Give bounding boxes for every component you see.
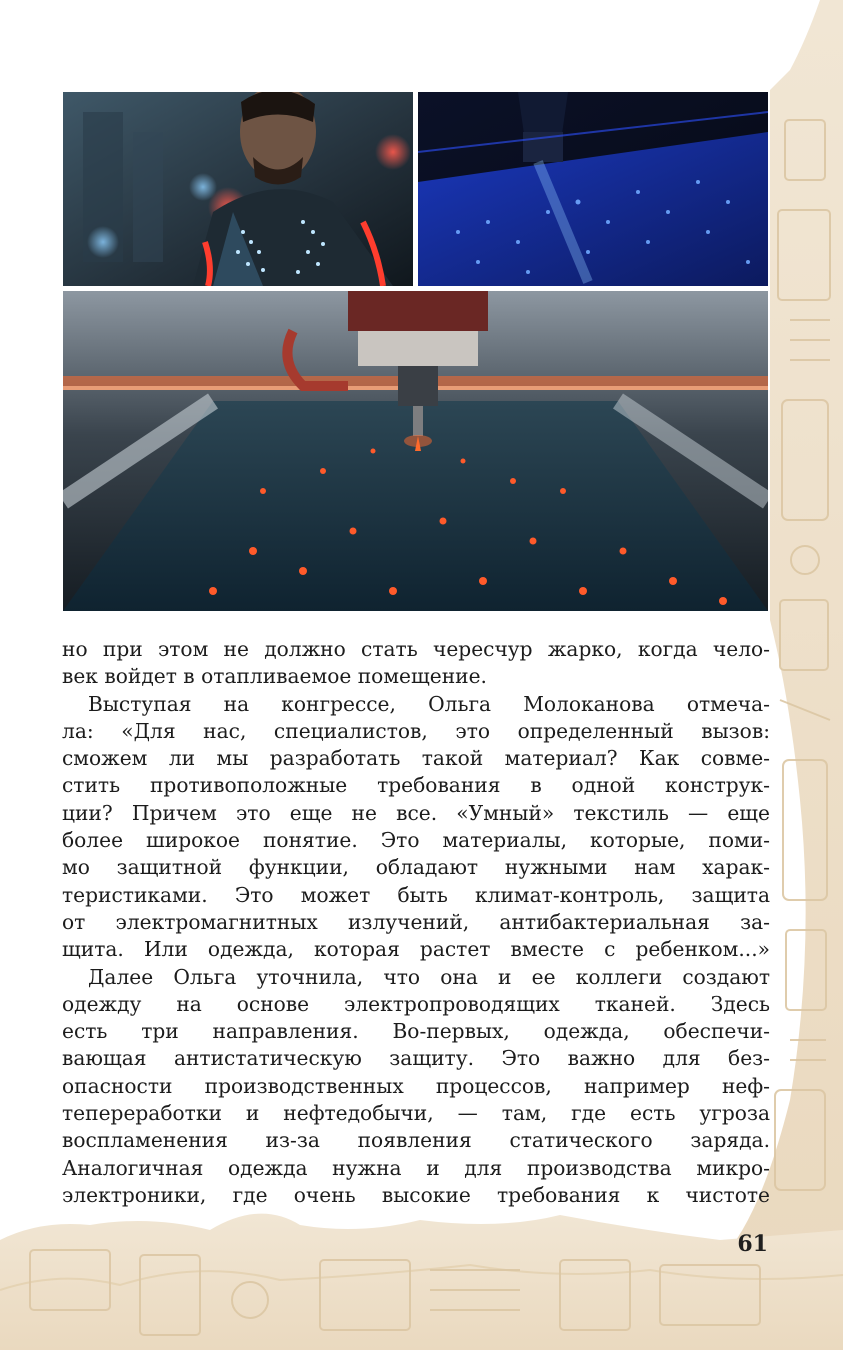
text-line: ла: «Для нас, специалистов, это определенный вызов: — [62, 718, 770, 743]
text-line: сможем ли мы разработать такой материал? Как совме- — [62, 746, 770, 771]
text-line: воспламенения из-за появления статического заряда. — [62, 1128, 770, 1153]
text-line: ции? Причем это еще не все. «Умный» текстиль — еще — [62, 800, 770, 825]
man-in-led-jacket-photo — [63, 92, 413, 286]
text-line: стить противоположные требования в одной конструк- — [62, 773, 770, 798]
article-body — [62, 636, 770, 1209]
text-line: электроники, где очень высокие требования к чистоте — [62, 1182, 770, 1207]
text-line: Далее Ольга уточнила, что она и ее коллеги создают — [88, 964, 770, 989]
text-line: от электромагнитных излучений, антибактериальная за- — [62, 909, 770, 934]
text-line: опасности производственных процессов, например неф- — [62, 1073, 770, 1098]
text-line: щита. Или одежда, которая растет вместе с ребенком...» — [62, 937, 770, 962]
text-line: Выступая на конгрессе, Ольга Молоканова отмеча- — [88, 691, 770, 716]
text-line: мо защитной функции, обладают нужными нам харак- — [62, 855, 770, 880]
text-line: теристиками. Это может быть климат-контроль, защита — [62, 882, 770, 907]
text-line: одежду на основе электропроводящих тканей. Здесь — [62, 991, 770, 1016]
text-line: тепереработки и нефтедобычи, — там, где есть угроза — [62, 1101, 770, 1126]
text-line: более широкое понятие. Это материалы, которые, поми- — [62, 828, 770, 853]
text-line: но при этом не должно стать чересчур жарко, когда чело- — [62, 637, 770, 661]
blue-glowing-textile-photo — [418, 92, 768, 286]
page-number: 61 — [737, 1231, 768, 1257]
text-line: век войдет в отапливаемое помещение. — [62, 664, 487, 689]
text-line: вающая антистатическую защиту. Это важно для без- — [62, 1046, 770, 1071]
text-line: Аналогичная одежда нужна и для производства микро- — [62, 1155, 770, 1180]
text-line: есть три направления. Во-первых, одежда, обеспечи- — [62, 1019, 770, 1044]
textile-printing-machine-photo — [63, 291, 768, 611]
